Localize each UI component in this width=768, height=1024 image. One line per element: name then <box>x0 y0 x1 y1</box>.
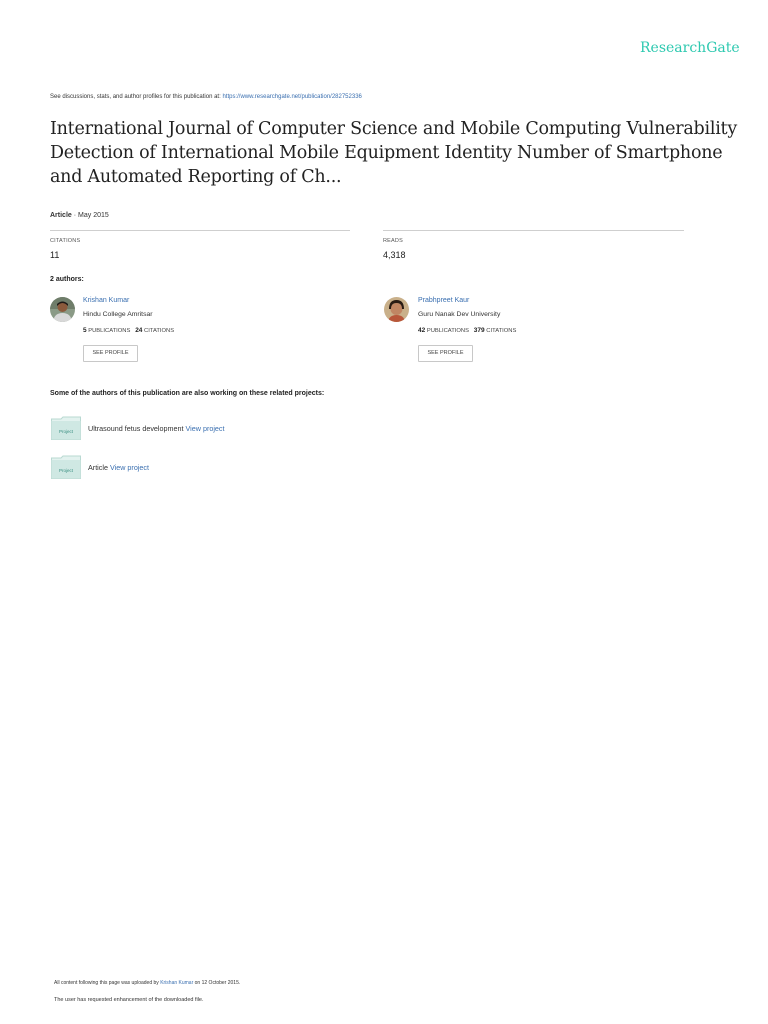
citations-divider <box>50 230 350 231</box>
avatar-photo-icon <box>384 297 409 322</box>
author-institution: Hindu College Amritsar <box>83 311 153 318</box>
upload-suffix: on 12 October 2015. <box>194 980 241 986</box>
reads-value: 4,318 <box>383 250 406 260</box>
authors-heading: 2 authors: <box>50 276 84 283</box>
project-name: Ultrasound fetus development <box>88 424 184 433</box>
upload-prefix: All content following this page was uploaded by <box>54 980 159 986</box>
upload-note <box>54 980 240 986</box>
see-profile-button[interactable]: SEE PROFILE <box>418 345 473 362</box>
intro-text: See discussions, stats, and author profiles for this publication at: <box>50 94 221 100</box>
reads-label: READS <box>383 238 403 244</box>
citations-count: 379 <box>473 327 485 334</box>
researchgate-logo[interactable]: ResearchGate <box>640 40 740 56</box>
publication-title: International Journal of Computer Science and Mobile Computing Vulnerability Detection of International Mobile Equipment Identity Number of Smartphone and Automated Reporting of Ch... <box>50 119 737 187</box>
citations-label: CITATIONS <box>144 328 175 334</box>
see-profile-button[interactable]: SEE PROFILE <box>83 345 138 362</box>
citations-label: CITATIONS <box>50 238 81 244</box>
publications-count: 42 <box>418 327 426 334</box>
citations-label: CITATIONS <box>486 328 517 334</box>
publications-label: PUBLICATIONS <box>88 328 131 334</box>
project-badge: Project <box>58 468 74 473</box>
related-projects-heading: Some of the authors of this publication are also working on these related projects: <box>50 390 325 397</box>
project-folder-icon[interactable] <box>51 416 81 440</box>
project-badge: Project <box>58 429 74 434</box>
avatar-photo-icon <box>50 297 75 322</box>
publications-count: 5 <box>83 327 87 334</box>
project-item <box>88 463 149 472</box>
author-name-prabhpreet-kaur[interactable]: Prabhpreet Kaur <box>418 297 470 304</box>
publications-label: PUBLICATIONS <box>426 328 469 334</box>
avatar[interactable] <box>50 297 75 322</box>
avatar[interactable] <box>384 297 409 322</box>
publication-url-link[interactable]: https://www.researchgate.net/publication/282752336 <box>222 94 362 100</box>
author-institution: Guru Nanak Dev University <box>418 311 501 318</box>
project-item <box>88 424 225 433</box>
view-project-link[interactable]: View project <box>185 424 225 433</box>
project-name: Article <box>88 463 108 472</box>
publication-date: · May 2015 <box>73 212 109 219</box>
author-name-krishan-kumar[interactable]: Krishan Kumar <box>83 297 130 304</box>
author-stats <box>83 327 174 334</box>
intro-line <box>50 94 362 100</box>
view-project-link[interactable]: View project <box>109 463 150 472</box>
citations-value: 11 <box>50 250 60 260</box>
publication-type: Article <box>50 212 72 219</box>
publication-meta <box>50 212 109 219</box>
author-stats <box>418 327 516 334</box>
citations-count: 24 <box>135 327 143 334</box>
project-folder-icon[interactable] <box>51 455 81 479</box>
enhancement-note: The user has requested enhancement of the downloaded file. <box>54 997 204 1003</box>
reads-divider <box>383 230 684 231</box>
uploader-link[interactable]: Krishan Kumar <box>160 980 194 986</box>
